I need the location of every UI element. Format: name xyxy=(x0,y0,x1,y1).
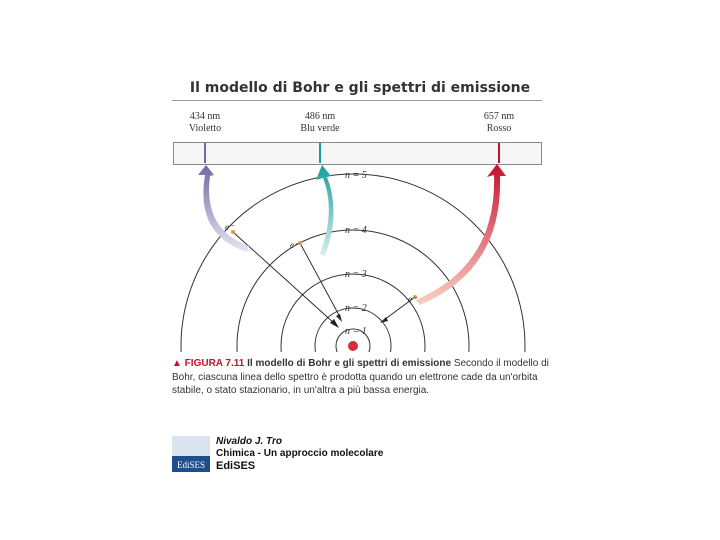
figure-caption xyxy=(172,357,550,398)
electron-label-red: e⁻ xyxy=(408,294,417,304)
color-name-violet: Violetto xyxy=(188,123,222,134)
color-name-red: Rosso xyxy=(486,123,512,134)
book-author: Nivaldo J. Tro xyxy=(216,436,282,447)
caption-figure-number: ▲ FIGURA 7.11 xyxy=(172,358,245,369)
publisher-logo xyxy=(172,436,210,472)
orbit-label-n2: n = 2 xyxy=(345,303,367,314)
caption-heading: Il modello di Bohr e gli spettri di emissione xyxy=(247,358,452,369)
electron-label-bluegreen: e⁻ xyxy=(290,240,299,250)
logo-book-icon xyxy=(172,436,210,456)
caption-text: Secondo il modello di Bohr, ciascuna linea dello spettro è prodotta quando un elettrone cade da un'orbita stabile, o stato stazionario, in un'altra a più bassa energia. xyxy=(172,358,549,396)
wavelength-bluegreen: 486 nm xyxy=(304,111,336,122)
orbit-label-n3: n = 3 xyxy=(345,269,367,280)
arrowhead-bluegreen xyxy=(336,314,342,322)
logo-text: EdiSES xyxy=(176,460,205,470)
nucleus xyxy=(348,341,358,351)
book-credit xyxy=(216,436,383,472)
wavelength-violet: 434 nm xyxy=(189,111,221,122)
orbit-label-n5: n = 5 xyxy=(345,170,367,181)
diagram-title: Il modello di Bohr e gli spettri di emissione xyxy=(189,80,531,96)
photon-arrow-bluegreen xyxy=(316,165,334,256)
electron-label-violet: e⁻ xyxy=(225,222,234,232)
orbit-label-n1: n = 1 xyxy=(345,326,367,337)
book-title: Chimica - Un approccio molecolare xyxy=(216,448,384,459)
transition-arrow-bluegreen xyxy=(300,243,340,317)
book-publisher: EdiSES xyxy=(216,460,256,472)
wavelength-red: 657 nm xyxy=(483,111,515,122)
color-name-bluegreen: Blu verde xyxy=(300,123,340,134)
orbit-label-n4: n = 4 xyxy=(345,225,367,236)
photon-arrow-red xyxy=(416,164,506,305)
